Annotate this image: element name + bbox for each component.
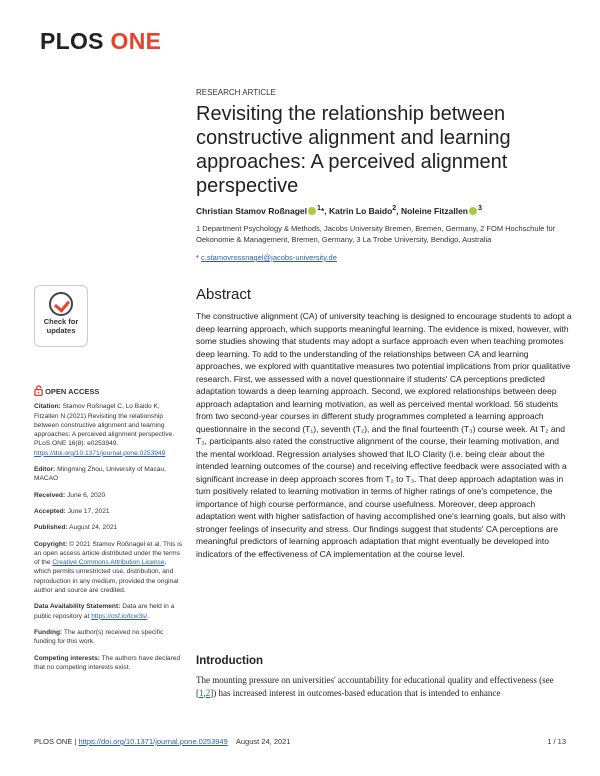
- data-repository-link[interactable]: https://osf.io/tcw3s/: [91, 612, 148, 620]
- editor-label: Editor:: [34, 466, 56, 474]
- competing-interests-label: Competing interests:: [34, 654, 100, 662]
- email-link[interactable]: c.stamovrossnagel@jacobs-university.de: [201, 253, 337, 262]
- funding-text: The author(s) received no specific funding for this work.: [34, 628, 164, 646]
- orcid-icon[interactable]: [469, 207, 477, 215]
- editor-text: Mingming Zhou, University of Macau, MACAO: [34, 466, 166, 483]
- abstract-text: The constructive alignment (CA) of university teaching is designed to encourage students to adopt a deep learning approach, which supports meaningful learning. The evidence is mixed, however, with some studies showing that students may adopt a surface approach even when teaching promotes deep learning. To add to the understanding of the relationships between CA and learning approaches, we explored with quantitative measures two potential implications from prior qualitative research. First, we assessed with a novel questionnaire if students' CA perceptions predicted adaptation towards a deep learning approach. Second, we explored relationships between deep approach adaptation and learning motivation, as well as perceived mental workload. 56 students from two second-year courses in different study programmes completed a learning approach questionnaire in the second (T₁), seventh (T₂), and the final fourteenth (T₃) course week. At T₂ and T₃, participants also rated the constructive alignment of the course, their learning motivation, and the mental workload. Regression analyses showed that ILO Clarity (i.e. being clear about the intended learning outcomes of the course) and receiving effective feedback were associated with a significant increase in deep approach scores from T₂ to T₃. That deep approach adaptation was in turn positively related to learning motivation in terms of higher ratings of one's competence, the importance of high course performance, and course usefulness. Moreover, deep approach adaptation went with higher satisfaction of having accomplished one's learning goals, but also with stronger feelings of insecurity and stress. Our findings suggest that students' CA perceptions are meaningful predictors of learning approach adaptation that might eventually be developed into indicators of the effectiveness of CA implementation at the course level.: [196, 311, 572, 559]
- intro-text-end: ]) has increased interest in outcomes-based education that is intended to enhance: [210, 688, 501, 698]
- corresponding-mark: *: [320, 205, 325, 216]
- data-availability-end: .: [147, 612, 150, 620]
- published-label: Published:: [34, 524, 68, 532]
- footer-journal: PLOS ONE: [34, 737, 73, 746]
- author-3[interactable]: Noleine Fitzallen: [400, 205, 469, 216]
- published-text: August 24, 2021: [69, 524, 118, 532]
- received-text: June 6, 2020: [67, 491, 106, 499]
- badge-line-2: updates: [46, 325, 76, 335]
- funding-label: Funding:: [34, 628, 63, 636]
- author-2[interactable]: Katrin Lo Baido: [328, 205, 393, 216]
- introduction-text: [196, 674, 576, 700]
- logo-plos: PLOS: [40, 28, 104, 54]
- data-availability-label: Data Availability Statement:: [34, 603, 121, 611]
- citation-label: Citation:: [34, 403, 61, 411]
- competing-interests-text: The authors have declared that no competing interests exist.: [34, 654, 181, 671]
- footer-doi-link[interactable]: https://doi.org/10.1371/journal.pone.0253949: [78, 737, 228, 746]
- article-info-sidebar: [34, 385, 184, 679]
- accepted-label: Accepted:: [34, 507, 66, 515]
- footer-separator: |: [72, 737, 79, 746]
- abstract-heading: Abstract: [196, 286, 252, 303]
- email-marker: *: [196, 253, 199, 262]
- check-for-updates-badge[interactable]: [34, 285, 88, 347]
- accepted: [34, 507, 184, 516]
- data-availability: [34, 602, 184, 621]
- logo-one: ONE: [110, 28, 162, 54]
- author-1[interactable]: Christian Stamov Roßnagel: [196, 205, 307, 216]
- article-type: RESEARCH ARTICLE: [196, 88, 276, 97]
- data-availability-text: Data are held in a public repository at: [34, 603, 175, 620]
- citation-doi-link[interactable]: https://doi.org/10.1371/journal.pone.0253949: [34, 449, 166, 457]
- badge-line-1: Check for: [43, 317, 79, 326]
- copyright-text-end: , which permits unrestricted use, distribution, and reproduction in any medium, provided the original author and source are credited.: [34, 559, 179, 595]
- corresponding-email: [196, 253, 337, 262]
- open-lock-icon: [34, 385, 43, 396]
- ref-link-1[interactable]: 1: [199, 688, 204, 698]
- received-label: Received:: [34, 491, 66, 499]
- editor: [34, 465, 184, 484]
- open-access-label: OPEN ACCESS: [45, 387, 100, 396]
- open-access: [34, 385, 184, 396]
- affiliations: 1 Department Psychology & Methods, Jacobs University Bremen, Bremen, Germany, 2 FOM Hochschule für Oekonomie & Management, Bremen, Germany, 3 La Trobe University, Bendigo, Australia: [196, 224, 556, 244]
- check-updates-icon: [49, 292, 73, 316]
- author-list: Christian Stamov Roßnagel $^1$*, Katrin Lo Baido$^2$, Noleine Fitzallen $^3$: [196, 204, 482, 216]
- citation: [34, 402, 184, 458]
- funding: [34, 628, 184, 647]
- article-title: Revisiting the relationship between constructive alignment and learning approaches: A perceived alignment perspective: [196, 103, 511, 197]
- introduction-heading: Introduction: [196, 655, 264, 667]
- copyright: [34, 540, 184, 596]
- author-2-affil: 2: [392, 204, 397, 212]
- ref-separator: ,: [203, 688, 206, 698]
- copyright-text-start: © 2021 Stamov Roßnagel et al. This is an open access article distributed under the terms of the: [34, 540, 183, 567]
- page-number: 1 / 13: [547, 737, 566, 746]
- accepted-text: June 17, 2021: [67, 507, 110, 515]
- published: [34, 523, 184, 532]
- received: [34, 491, 184, 500]
- footer-date: August 24, 2021: [235, 737, 291, 746]
- competing-interests: [34, 654, 184, 673]
- author-3-affil: 3: [478, 204, 482, 212]
- ref-link-2[interactable]: 2: [205, 688, 211, 698]
- citation-text: Stamov Roßnagel C, Lo Baido K, Fitzallen N (2021) Revisiting the relationship between constructive alignment and learning approaches: A perceived alignment perspective. PLoS ONE 16(8): e0253949.: [34, 403, 175, 448]
- orcid-icon[interactable]: [308, 207, 316, 215]
- license-link[interactable]: Creative Commons Attribution License: [52, 559, 165, 567]
- page-footer: [34, 737, 566, 746]
- copyright-label: Copyright:: [34, 540, 68, 548]
- journal-logo: [40, 28, 161, 55]
- intro-text-start: The mounting pressure on universities' accountability for educational quality and effectiveness (see [: [196, 675, 554, 698]
- author-1-affil: 1: [317, 204, 321, 212]
